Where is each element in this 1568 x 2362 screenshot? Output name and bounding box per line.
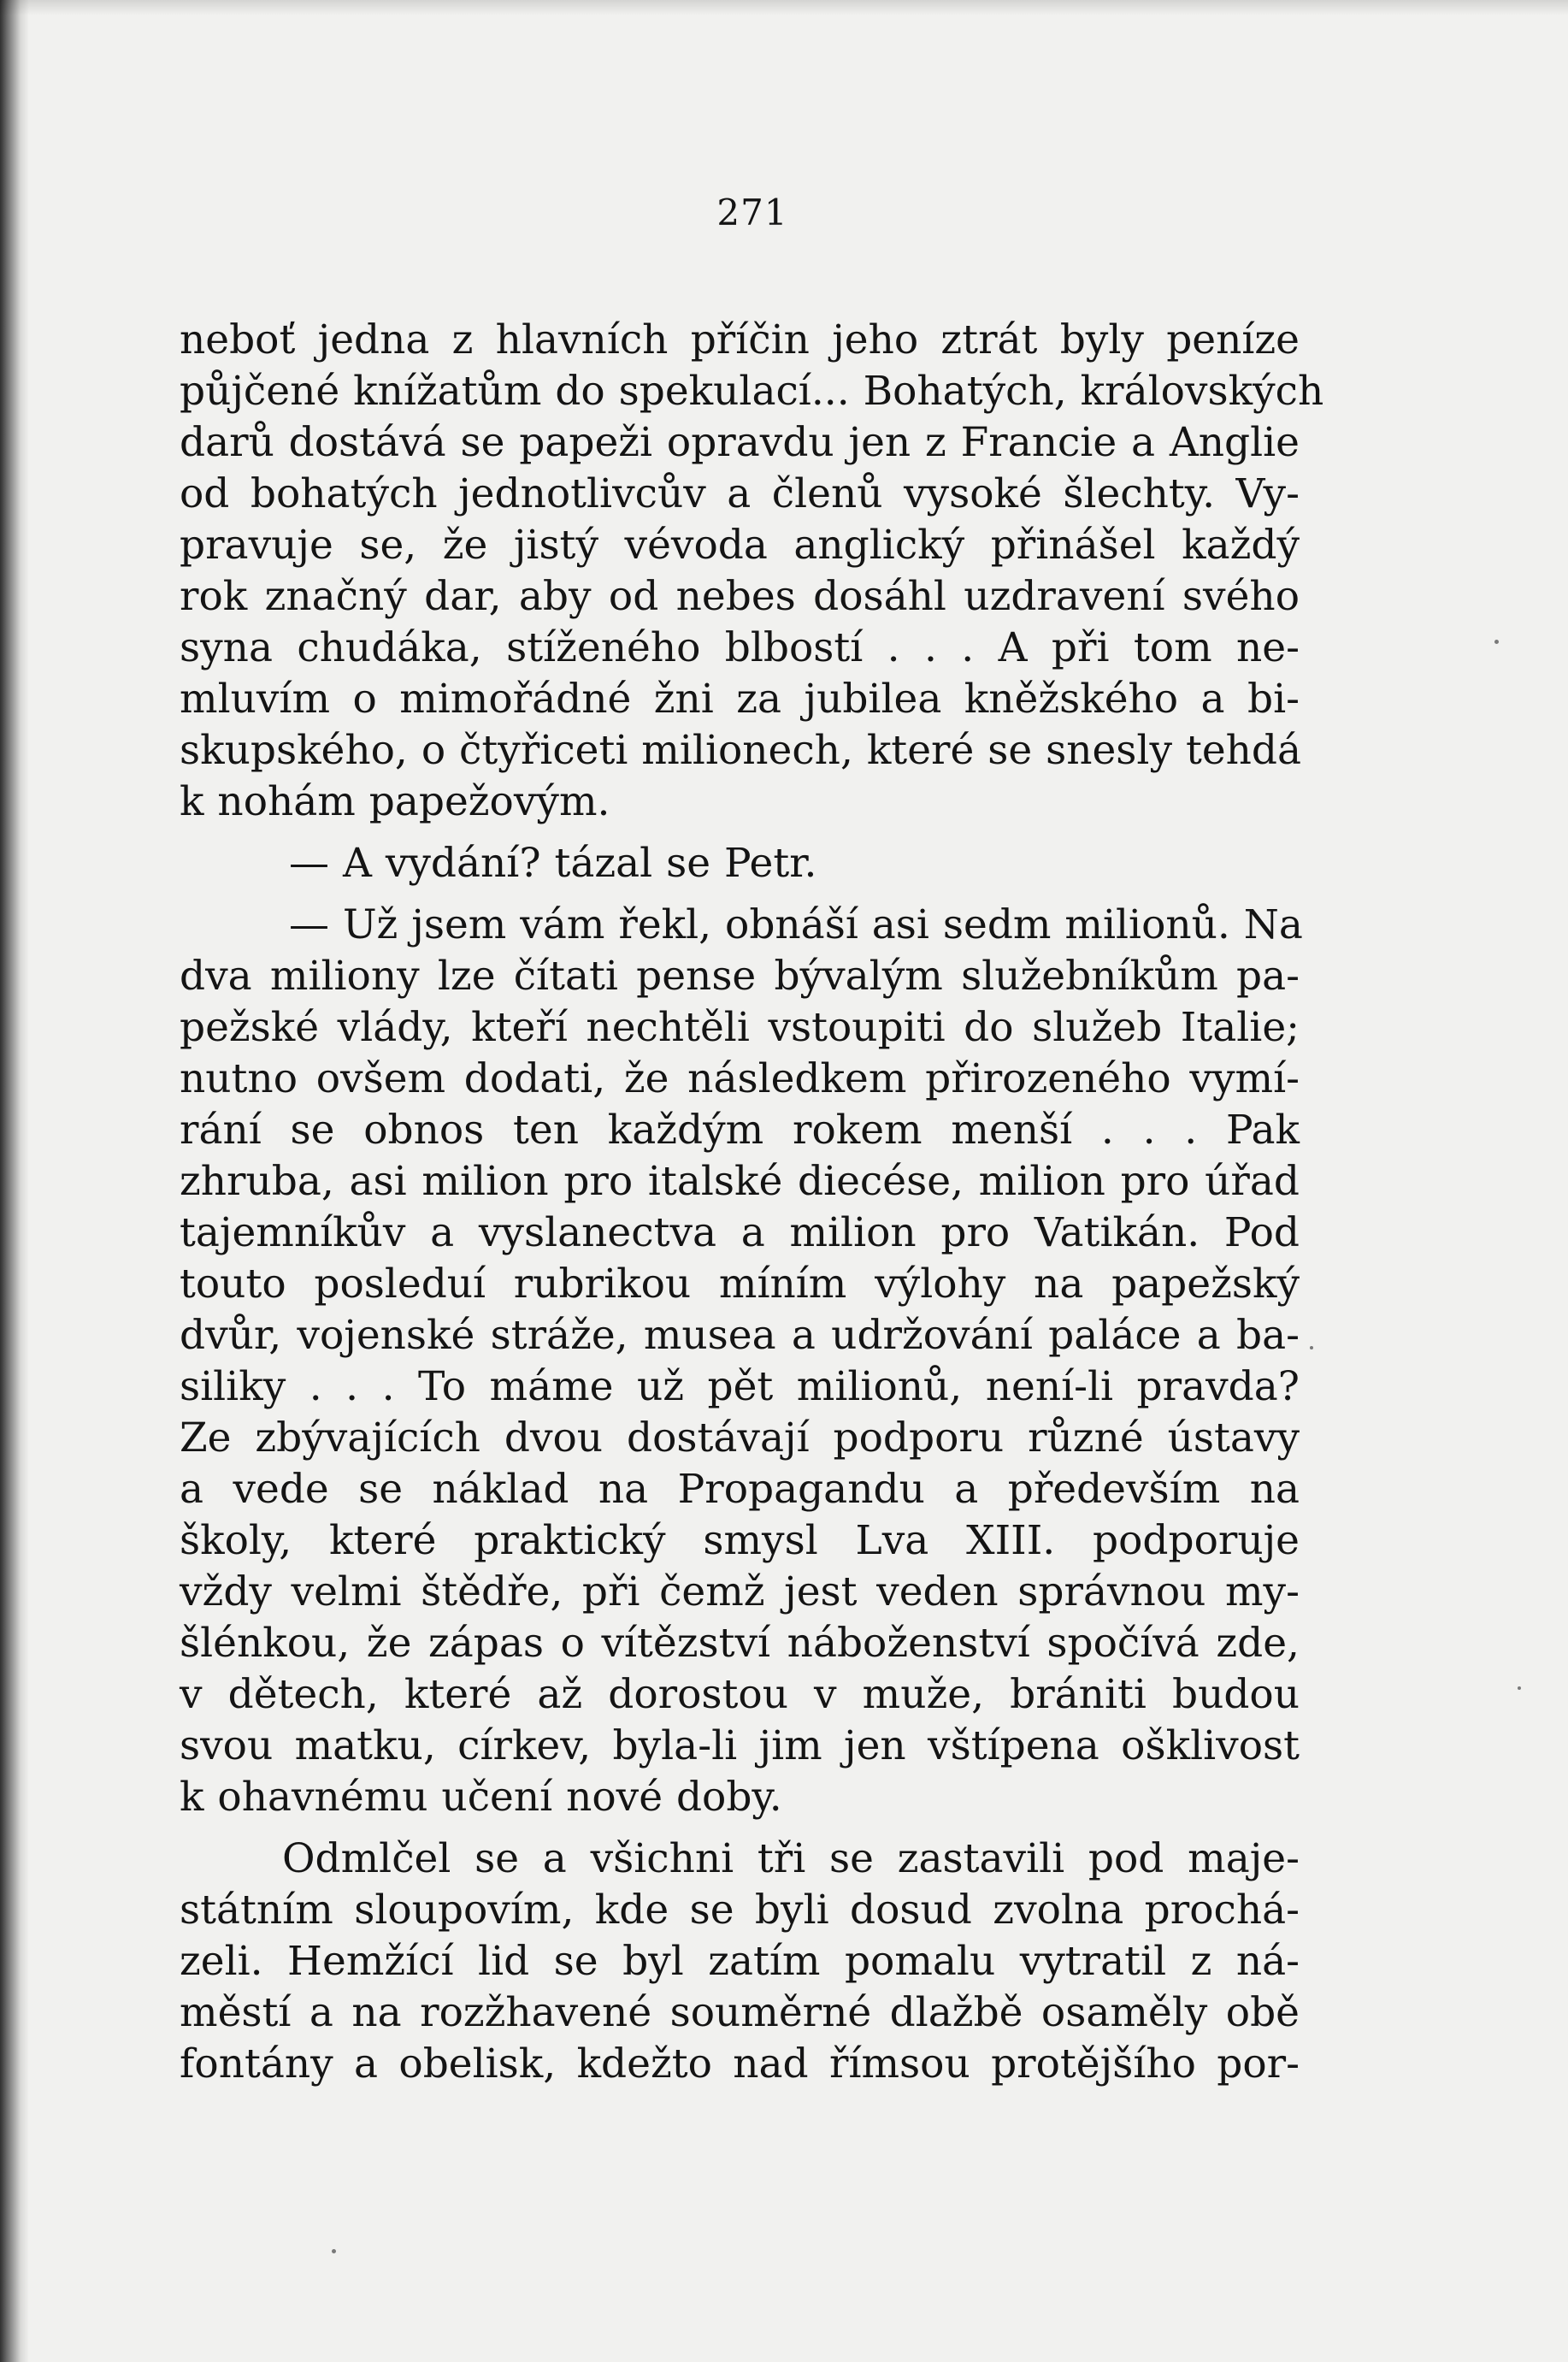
paragraph-4 (180, 1834, 1300, 2090)
text-line: školy, které praktický smysl Lva XIII. podporuje (180, 1517, 1300, 1564)
text-line: tajemníkův a vyslanectva a milion pro Vatikán. Pod (180, 1209, 1300, 1256)
paragraph-gap (180, 889, 1300, 900)
dialogue-line: — Už jsem vám řekl, obnáší asi sedm milionů. Na (289, 901, 1303, 948)
paper-speck (1310, 1346, 1313, 1349)
dialogue-line: — A vydání? tázal se Petr. (289, 840, 817, 887)
text-line: Ze zbývajících dvou dostávají podporu různé ústavy (180, 1414, 1300, 1461)
text-line: Odmlčel se a všichni tři se zastavili pod maje- (282, 1835, 1300, 1882)
text-line: od bohatých jednotlivcův a členů vysoké šlechty. Vy- (180, 470, 1300, 517)
page-number: 271 (716, 192, 788, 233)
text-line: pravuje se, že jistý vévoda anglický přinášel každý (180, 522, 1300, 569)
text-line: siliky . . . To máme už pět milionů, není-li pravda? (180, 1363, 1300, 1410)
text-line: nutno ovšem dodati, že následkem přirozeného vymí- (180, 1055, 1300, 1102)
text-line: svou matku, církev, byla-li jim jen vštípena ošklivost (180, 1722, 1300, 1769)
text-line: dva miliony lze čítati pense bývalým služebníkům pa- (180, 953, 1300, 1000)
text-line: zeli. Hemžící lid se byl zatím pomalu vytratil z ná- (180, 1938, 1300, 1985)
paper-speck (1518, 1686, 1521, 1690)
top-edge-shadow (0, 0, 1568, 15)
text-line: darů dostává se papeži opravdu jen z Francie a Anglie (180, 419, 1300, 466)
text-line: neboť jedna z hlavních příčin jeho ztrát byly peníze (180, 316, 1300, 363)
text-line: státním sloupovím, kde se byli dosud zvolna prochá- (180, 1887, 1300, 1934)
text-line: k ohavnému učení nové doby. (180, 1774, 782, 1821)
paragraph-3 (180, 900, 1303, 1823)
left-edge-shadow (0, 0, 29, 2362)
text-line: rok značný dar, aby od nebes dosáhl uzdravení svého (180, 573, 1300, 620)
text-line: fontány a obelisk, kdežto nad římsou protějšího por- (180, 2040, 1300, 2087)
text-line: zhruba, asi milion pro italské diecése, milion pro úřad (180, 1158, 1300, 1205)
text-line: dvůr, vojenské stráže, musea a udržování paláce a ba- (180, 1312, 1300, 1359)
paragraph-gap (180, 1823, 1300, 1834)
page-text (180, 315, 1324, 2090)
text-line: syna chudáka, stíženého blbostí . . . A při tom ne- (180, 624, 1300, 671)
paragraph-2 (180, 838, 1300, 889)
text-line: městí a na rozžhavené souměrné dlažbě osaměly obě (180, 1989, 1300, 2036)
text-line: k nohám papežovým. (180, 778, 610, 825)
text-line: pežské vlády, kteří nechtěli vstoupiti do služeb Italie; (180, 1004, 1300, 1051)
text-line: touto posleduí rubrikou míním výlohy na papežský (180, 1261, 1300, 1308)
text-line: vždy velmi štědře, při čemž jest veden správnou my- (180, 1568, 1300, 1615)
text-line: v dětech, které až dorostou v muže, brániti budou (180, 1671, 1300, 1718)
paper-speck (332, 2249, 336, 2253)
text-line: a vede se náklad na Propagandu a především na (180, 1466, 1300, 1513)
text-line: skupského, o čtyřiceti milionech, které se snesly tehdá (180, 727, 1302, 774)
paragraph-1 (180, 315, 1324, 828)
text-line: šlénkou, že zápas o vítězství náboženství spočívá zde, (180, 1620, 1300, 1667)
text-line: rání se obnos ten každým rokem menší . . . Pak (180, 1107, 1300, 1154)
text-line: půjčené knížatům do spekulací... Bohatých, královských (180, 368, 1324, 415)
text-line: mluvím o mimořádné žni za jubilea kněžského a bi- (180, 676, 1300, 723)
paragraph-gap (180, 828, 1300, 838)
paper-speck (1494, 640, 1499, 644)
